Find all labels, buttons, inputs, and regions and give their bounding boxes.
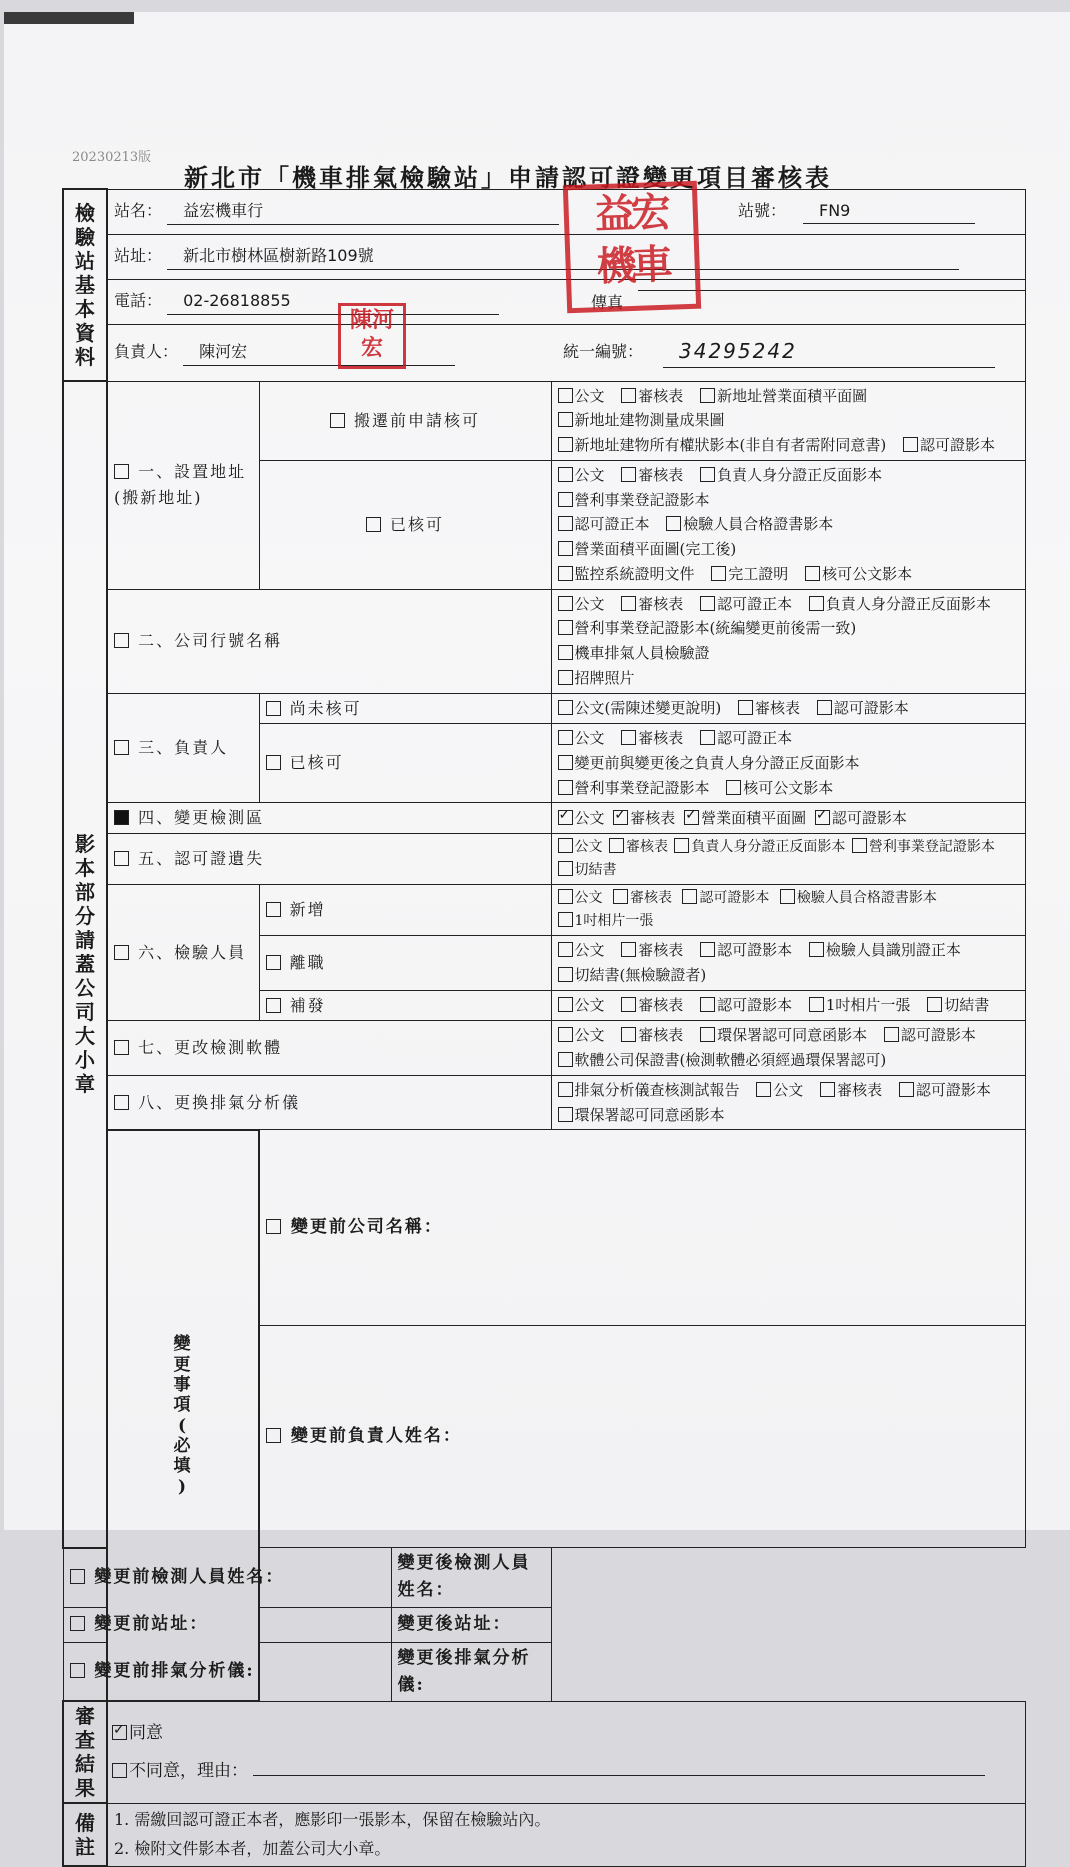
disagree-label: 不同意，理由： <box>129 1760 248 1781</box>
doc-label: 認可證影本 <box>717 996 793 1015</box>
doc-checkbox[interactable] <box>558 492 573 507</box>
tax-id-label: 統一編號： <box>563 341 644 361</box>
section-6b-checkbox[interactable] <box>266 955 281 970</box>
doc-checkbox[interactable] <box>805 566 820 581</box>
section-6c-cell <box>259 990 551 1021</box>
section-7-checkbox[interactable] <box>114 1040 129 1055</box>
review-form-table <box>62 188 1026 1867</box>
doc-checkbox[interactable] <box>613 889 628 904</box>
section-5-docs <box>551 833 1025 884</box>
doc-label: 認可證影本 <box>915 1080 991 1099</box>
doc-checkbox[interactable] <box>700 596 715 611</box>
doc-checkbox[interactable] <box>738 700 753 715</box>
change-before-label: 變更前公司名稱： <box>290 1216 443 1237</box>
owner-row <box>107 324 1025 381</box>
doc-checkbox[interactable] <box>899 1082 914 1097</box>
doc-checkbox[interactable] <box>700 997 715 1012</box>
section-5-checkbox[interactable] <box>114 851 129 866</box>
doc-label: 營業面積平面圖 <box>701 808 807 827</box>
doc-checkbox[interactable] <box>700 730 715 745</box>
doc-label: 1吋相片一張 <box>825 996 911 1015</box>
doc-label: 新地址建物測量成果圖 <box>574 411 725 430</box>
change-before-label: 變更前站址： <box>94 1614 209 1634</box>
section-3a-cell <box>259 693 551 724</box>
phone-label: 電話： <box>114 291 163 311</box>
doc-label: 營利事業登記證影本 <box>574 490 710 509</box>
section-8-label: 八、更換排氣分析儀 <box>138 1092 301 1112</box>
doc-label: 審核表 <box>638 729 684 748</box>
section-6a-cell <box>259 885 551 936</box>
doc-checkbox[interactable] <box>558 1027 573 1042</box>
owner-label: 負責人： <box>114 342 179 362</box>
doc-label: 公文 <box>574 1026 605 1045</box>
section-1b-label: 已核可 <box>390 514 445 534</box>
doc-label: 審核表 <box>638 1026 684 1045</box>
section-6-checkbox[interactable] <box>114 945 129 960</box>
agree-checkbox[interactable] <box>112 1725 127 1740</box>
version-label: 20230213版 <box>72 150 152 165</box>
doc-label: 認可證正本 <box>574 515 650 534</box>
doc-label: 公文(需陳述變更說明) <box>574 698 722 717</box>
change-row <box>259 1130 1025 1325</box>
section-3-label: 三、負責人 <box>138 738 229 758</box>
section-6b-docs <box>551 936 1025 991</box>
doc-label: 營業面積平面圖(完工後) <box>574 540 737 558</box>
change-row <box>63 1642 391 1701</box>
section-8-cell <box>107 1075 551 1130</box>
doc-checkbox[interactable] <box>809 596 824 611</box>
doc-checkbox[interactable] <box>558 467 573 482</box>
agree-label: 同意 <box>129 1723 163 1744</box>
doc-checkbox[interactable] <box>558 620 573 635</box>
doc-checkbox[interactable] <box>558 412 573 427</box>
section-1a-label: 搬遷前申請核可 <box>354 410 481 430</box>
doc-label: 環保署認可同意函影本 <box>574 1105 725 1124</box>
change-after-label: 變更後排氣分析儀: <box>397 1647 531 1695</box>
section-6a-docs <box>551 885 1025 936</box>
doc-checkbox[interactable] <box>700 467 715 482</box>
doc-checkbox[interactable] <box>682 889 697 904</box>
section-3-checkbox[interactable] <box>114 740 129 755</box>
doc-checkbox-checked[interactable] <box>815 810 830 825</box>
doc-checkbox[interactable] <box>558 1107 573 1122</box>
review-cell <box>107 1701 1025 1803</box>
doc-checkbox[interactable] <box>621 997 636 1012</box>
doc-checkbox[interactable] <box>558 942 573 957</box>
doc-label: 審核表 <box>638 465 684 484</box>
owner-seal-stamp: 陳河 宏 <box>338 303 406 369</box>
doc-checkbox-checked[interactable] <box>613 810 628 825</box>
doc-label: 認可證影本 <box>699 890 770 907</box>
doc-label: 切結書 <box>944 996 990 1015</box>
doc-checkbox[interactable] <box>820 1082 835 1097</box>
doc-label: 負責人身分證正反面影本 <box>717 465 883 484</box>
doc-label: 審核表 <box>755 698 801 717</box>
doc-label: 檢驗人員合格證書影本 <box>683 515 834 534</box>
doc-label: 變更前與變更後之負責人身分證正反面影本 <box>574 753 860 772</box>
section-7-label: 七、更改檢測軟體 <box>138 1038 283 1058</box>
doc-checkbox[interactable] <box>558 780 573 795</box>
doc-label: 新地址建物所有權狀影本(非自有者需附同意書) <box>574 436 887 454</box>
doc-label: 審核表 <box>638 996 684 1015</box>
disagree-checkbox[interactable] <box>112 1763 127 1778</box>
doc-checkbox[interactable] <box>558 889 573 904</box>
section-6b-label: 離職 <box>289 953 326 973</box>
doc-label: 完工證明 <box>728 564 789 583</box>
section-3a-label: 尚未核可 <box>289 698 362 718</box>
change-checkbox[interactable] <box>266 1219 281 1234</box>
section-4-checkbox[interactable] <box>114 810 129 825</box>
doc-checkbox[interactable] <box>558 541 573 556</box>
change-after-cell[interactable] <box>391 1642 551 1701</box>
change-before-label: 變更前檢測人員姓名： <box>94 1567 285 1588</box>
section-3b-checkbox[interactable] <box>266 755 281 770</box>
doc-label: 公文 <box>574 386 605 405</box>
change-after-cell[interactable] <box>391 1607 551 1642</box>
section-6b-cell <box>259 936 551 991</box>
section-1-checkbox[interactable] <box>114 464 129 479</box>
basic-info-label: 檢 驗 站 基 本 資 料 <box>63 189 107 381</box>
doc-checkbox[interactable] <box>558 700 573 715</box>
doc-checkbox[interactable] <box>558 730 573 745</box>
section-2-cell <box>107 589 551 693</box>
change-before-label: 變更前負責人姓名： <box>290 1425 462 1446</box>
doc-label: 新地址營業面積平面圖 <box>717 386 868 405</box>
section-6a-label: 新增 <box>289 900 326 920</box>
doc-checkbox[interactable] <box>666 516 681 531</box>
section-1a-cell <box>259 381 551 460</box>
doc-checkbox[interactable] <box>558 596 573 611</box>
doc-label: 營利事業登記證影本 <box>574 778 710 797</box>
note-item: 2. 檢附文件影本者，加蓋公司大小章。 <box>114 1838 391 1858</box>
doc-checkbox[interactable] <box>756 1082 771 1097</box>
doc-label: 環保署認可同意函影本 <box>717 1026 868 1045</box>
fax-label: 傳真 <box>591 292 624 312</box>
section-3a-checkbox[interactable] <box>266 701 281 716</box>
doc-label: 切結書 <box>574 862 617 879</box>
doc-checkbox[interactable] <box>700 388 715 403</box>
doc-label: 認可證影本 <box>831 808 907 827</box>
doc-checkbox[interactable] <box>621 730 636 745</box>
doc-checkbox[interactable] <box>852 838 867 853</box>
change-row <box>63 1548 391 1607</box>
doc-checkbox[interactable] <box>558 516 573 531</box>
doc-checkbox[interactable] <box>558 670 573 685</box>
section-1b-cell <box>259 460 551 589</box>
doc-label: 1吋相片一張 <box>574 913 654 930</box>
doc-label: 核可公文影本 <box>743 778 834 797</box>
doc-checkbox-checked[interactable] <box>684 810 699 825</box>
doc-label: 公文 <box>574 465 605 484</box>
phone-field[interactable]: 02-26818855 <box>167 288 499 315</box>
station-no-label: 站號： <box>738 200 787 220</box>
doc-label: 認可證影本 <box>833 698 909 717</box>
tax-id-field[interactable]: 34295242 <box>663 335 995 368</box>
doc-label: 審核表 <box>630 808 676 827</box>
section-5-label: 五、認可證遺失 <box>138 849 265 869</box>
owner-field[interactable]: 陳河宏 <box>183 339 455 366</box>
doc-checkbox[interactable] <box>609 838 624 853</box>
note-item: 1. 需繳回認可證正本者，應影印一張影本，保留在檢驗站內。 <box>114 1809 551 1829</box>
section-6c-docs <box>551 990 1025 1021</box>
section-3a-docs <box>551 693 1025 724</box>
doc-checkbox[interactable] <box>817 700 832 715</box>
doc-checkbox[interactable] <box>903 437 918 452</box>
section-6-label: 六、檢驗人員 <box>138 942 247 962</box>
doc-checkbox[interactable] <box>621 467 636 482</box>
doc-checkbox[interactable] <box>700 942 715 957</box>
doc-label: 公文 <box>574 594 605 613</box>
doc-checkbox[interactable] <box>700 1027 715 1042</box>
disagree-reason-field[interactable] <box>253 1775 985 1776</box>
change-checkbox[interactable] <box>266 1428 281 1443</box>
doc-label: 公文 <box>574 941 605 960</box>
section-1a-docs <box>551 381 1025 460</box>
doc-checkbox[interactable] <box>558 645 573 660</box>
change-before-label: 變更前排氣分析儀: <box>94 1660 255 1681</box>
doc-checkbox[interactable] <box>558 566 573 581</box>
doc-checkbox-checked[interactable] <box>558 810 573 825</box>
section-3b-docs <box>551 724 1025 803</box>
doc-checkbox[interactable] <box>621 388 636 403</box>
change-row <box>63 1607 391 1642</box>
address-label: 站址： <box>114 246 163 266</box>
doc-checkbox[interactable] <box>558 861 573 876</box>
change-after-cell[interactable] <box>391 1548 551 1607</box>
doc-label: 機車排氣人員檢驗證 <box>574 644 710 662</box>
form-title: 新北市「機車排氣檢驗站」申請認可證變更項目審核表 <box>184 163 832 192</box>
section-6a-checkbox[interactable] <box>266 902 281 917</box>
doc-label: 審核表 <box>638 594 684 613</box>
doc-checkbox[interactable] <box>558 755 573 770</box>
section-5-cell <box>107 833 551 884</box>
doc-label: 認可證正本 <box>717 594 793 613</box>
doc-checkbox[interactable] <box>558 388 573 403</box>
folded-corner <box>4 12 134 24</box>
doc-label: 公文 <box>773 1080 804 1099</box>
notes-label: 備 註 <box>63 1803 107 1866</box>
changes-label: 變 更 事 項 ( 必 填 ) <box>107 1130 259 1702</box>
doc-checkbox[interactable] <box>558 437 573 452</box>
doc-label: 負責人身分證正反面影本 <box>825 594 991 613</box>
section-4-docs <box>551 803 1025 834</box>
section-2-docs <box>551 589 1025 693</box>
doc-label: 軟體公司保證書(檢測軟體必須經過環保署認可) <box>574 1051 887 1070</box>
doc-checkbox[interactable] <box>809 997 824 1012</box>
doc-label: 檢驗人員識別證正本 <box>825 941 961 960</box>
doc-checkbox[interactable] <box>726 780 741 795</box>
doc-label: 認可證影本 <box>920 436 996 454</box>
doc-label: 公文 <box>574 729 605 748</box>
copies-stamp-label: 影 本 部 分 請 蓋 公 司 大 小 章 <box>63 381 107 1548</box>
doc-label: 認可證影本 <box>717 941 793 960</box>
section-2-checkbox[interactable] <box>114 633 129 648</box>
doc-label: 認可證影本 <box>900 1026 976 1045</box>
doc-checkbox[interactable] <box>621 596 636 611</box>
section-1-cell <box>107 381 259 589</box>
doc-label: 檢驗人員合格證書影本 <box>796 890 937 907</box>
doc-label: 公文 <box>574 890 603 907</box>
doc-checkbox[interactable] <box>558 912 573 927</box>
doc-label: 招牌照片 <box>574 668 635 687</box>
section-3b-label: 已核可 <box>289 753 344 773</box>
doc-label: 切結書(無檢驗證者) <box>574 966 707 985</box>
section-4-cell <box>107 803 551 834</box>
doc-label: 審核表 <box>625 838 668 855</box>
section-7-cell <box>107 1021 551 1076</box>
station-no-field[interactable]: FN9 <box>803 198 975 225</box>
change-after-label: 變更後檢測人員姓名： <box>397 1553 531 1601</box>
doc-label: 監控系統證明文件 <box>574 564 695 583</box>
doc-checkbox[interactable] <box>780 889 795 904</box>
doc-label: 公文 <box>574 996 605 1015</box>
doc-label: 核可公文影本 <box>822 564 913 583</box>
doc-checkbox[interactable] <box>558 1052 573 1067</box>
change-row <box>259 1325 1025 1548</box>
address-field[interactable]: 新北市樹林區樹新路109號 <box>167 243 959 270</box>
doc-checkbox[interactable] <box>558 1082 573 1097</box>
section-8-checkbox[interactable] <box>114 1095 129 1110</box>
doc-label: 公文 <box>574 838 603 855</box>
doc-checkbox[interactable] <box>558 997 573 1012</box>
doc-checkbox[interactable] <box>558 838 573 853</box>
section-1a-checkbox[interactable] <box>330 413 345 428</box>
doc-checkbox[interactable] <box>621 1027 636 1042</box>
section-1b-checkbox[interactable] <box>366 517 381 532</box>
review-label: 審 查 結 果 <box>63 1701 107 1803</box>
doc-label: 認可證正本 <box>717 729 793 748</box>
section-1b-docs <box>551 460 1025 589</box>
doc-label: 負責人身分證正反面影本 <box>691 838 846 855</box>
doc-checkbox[interactable] <box>558 967 573 982</box>
doc-checkbox[interactable] <box>621 942 636 957</box>
section-3-cell <box>107 693 259 803</box>
doc-label: 審核表 <box>638 941 684 960</box>
change-checkbox[interactable] <box>70 1663 85 1678</box>
doc-label: 審核表 <box>629 890 672 907</box>
station-name-field[interactable]: 益宏機車行 <box>167 198 559 225</box>
doc-label: 審核表 <box>638 386 684 405</box>
doc-label: 排氣分析儀查核測試報告 <box>574 1080 740 1099</box>
section-6-cell <box>107 885 259 1021</box>
doc-checkbox[interactable] <box>884 1027 899 1042</box>
doc-label: 審核表 <box>837 1080 883 1099</box>
doc-checkbox[interactable] <box>711 566 726 581</box>
section-2-label: 二、公司行號名稱 <box>138 631 283 651</box>
station-name-label: 站名： <box>114 201 163 221</box>
doc-checkbox[interactable] <box>809 942 824 957</box>
section-8-docs <box>551 1075 1025 1130</box>
doc-label: 公文 <box>574 808 605 827</box>
doc-checkbox[interactable] <box>927 997 942 1012</box>
section-7-docs <box>551 1021 1025 1076</box>
doc-label: 營利事業登記證影本(統編變更前後需一致) <box>574 619 857 638</box>
section-6c-checkbox[interactable] <box>266 998 281 1013</box>
notes-cell <box>107 1803 1025 1866</box>
change-after-label: 變更後站址： <box>397 1614 512 1634</box>
doc-label: 營利事業登記證影本 <box>868 838 995 855</box>
doc-checkbox[interactable] <box>674 838 689 853</box>
section-3b-cell <box>259 724 551 803</box>
change-checkbox[interactable] <box>70 1569 85 1584</box>
change-checkbox[interactable] <box>70 1616 85 1631</box>
section-1-label: 一、設置地址(搬新地址) <box>114 462 247 507</box>
company-seal-stamp: 益宏 機車 <box>563 181 701 314</box>
section-4-label: 四、變更檢測區 <box>138 808 265 828</box>
section-6c-label: 補發 <box>289 995 326 1015</box>
